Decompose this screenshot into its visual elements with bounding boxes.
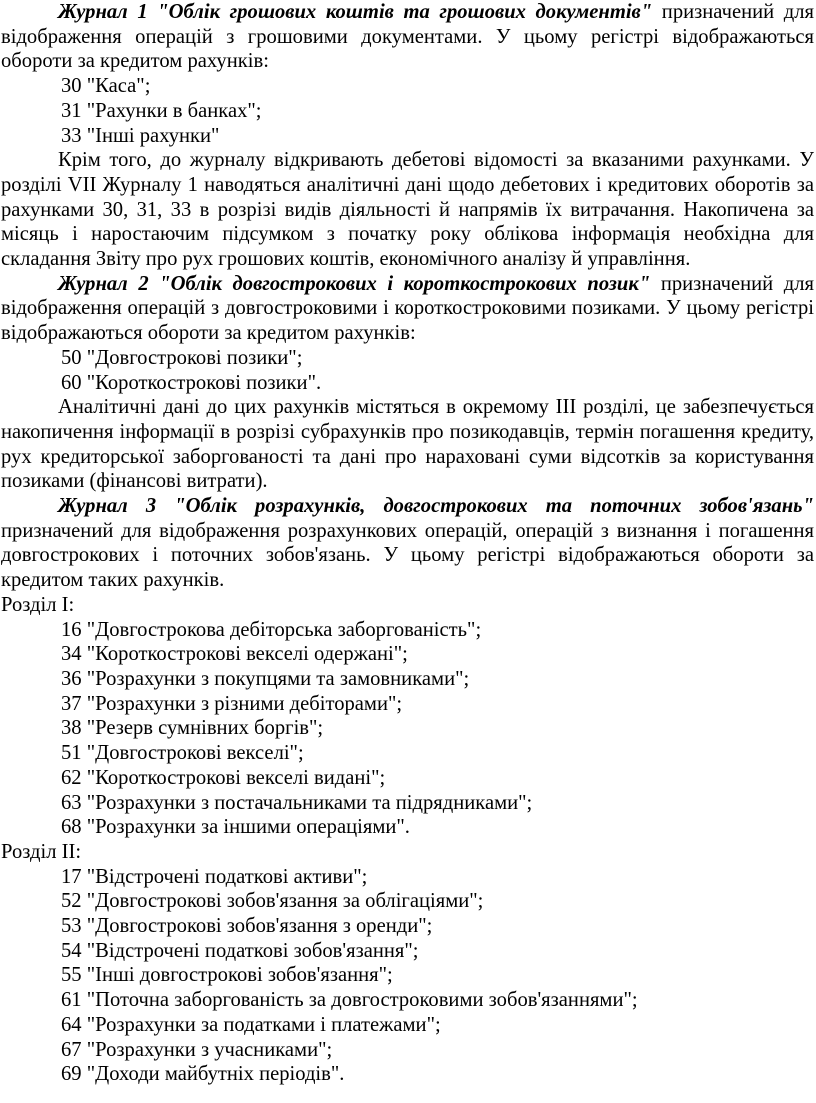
list-item: 55 "Інші довгострокові зобов'язання"; (61, 964, 393, 987)
list-item: 17 "Відстрочені податкові активи"; (61, 865, 368, 888)
journal1-description: Крім того, до журналу відкривають дебетові відомості за вказаними рахунками. У розділі VII Журналу 1 наводяться аналітичні дані щодо дебетових і кредитових оборотів за рахунками 30, 31, 33 в розрізі видів діяльності й напрямів їх витрачання. Накопичена за місяць і наростаючим підсумком з початку року облікова інформація необхідна для складання Звіту про рух грошових коштів, економічного аналізу й управління. (1, 149, 814, 271)
list-item: 53 "Довгострокові зобов'язання з оренди"; (61, 915, 433, 938)
list-item: 62 "Короткострокові векселі видані"; (61, 766, 386, 789)
list-item: 33 "Інші рахунки" (61, 124, 220, 147)
journal3-section1-account-list (1, 618, 814, 840)
list-item: 63 "Розрахунки з постачальниками та підрядниками"; (61, 791, 533, 814)
journal3-section1-heading: Розділ І: (1, 593, 75, 616)
journal1-intro-paragraph (1, 0, 814, 74)
journal2-account-list (1, 346, 814, 395)
list-item: 67 "Розрахунки з учасниками"; (61, 1038, 333, 1061)
journal2-title: Журнал 2 "Облік довгострокових і короткострокових позик" (58, 272, 651, 295)
journal3-intro: призначений для відображення розрахункових операцій, операцій з визнання і погашення довгострокових і поточних зобов'язань. У цьому регістрі відображаються обороти за кредитом таких рахунків. (1, 519, 814, 592)
journal3-title: Журнал 3 "Облік розрахунків, довгострокових та поточних зобов'язань" (58, 495, 814, 518)
list-item: 60 "Короткострокові позики". (61, 371, 322, 394)
journal1-intro: призначений для відображення операцій з грошовими документами. У цьому регістрі відображаються обороти за кредитом рахунків: (1, 1, 814, 73)
list-item: 50 "Довгострокові позики"; (61, 346, 303, 369)
list-item: 51 "Довгострокові векселі"; (61, 742, 304, 765)
journal1-title: Журнал 1 "Облік грошових коштів та грошових документів" (58, 1, 653, 23)
list-item: 16 "Довгострокова дебіторська заборгованість"; (61, 618, 482, 641)
list-item: 34 "Короткострокові векселі одержані"; (61, 643, 408, 666)
journal3-section2-account-list (1, 865, 814, 1087)
journal1-account-list (1, 74, 814, 148)
journal3-section2-heading: Розділ ІІ: (1, 840, 82, 863)
list-item: 54 "Відстрочені податкові зобов'язання"; (61, 939, 419, 962)
list-item: 68 "Розрахунки за іншими операціями". (61, 816, 410, 839)
list-item: 64 "Розрахунки за податками і платежами"; (61, 1013, 441, 1036)
list-item: 61 "Поточна заборгованість за довгостроковими зобов'язаннями"; (61, 989, 638, 1012)
journal2-description: Аналітичні дані до цих рахунків містяться в окремому III розділі, це забезпечується накопичення інформації в розрізі субрахунків про позикодавців, термін погашення кредиту, рух кредиторської заборгованості та дані про нараховані суми відсотків за користування позиками (фінансові витрати). (1, 396, 814, 493)
list-item: 38 "Резерв сумнівних боргів"; (61, 717, 324, 740)
journal3-intro-paragraph (1, 494, 814, 593)
list-item: 37 "Розрахунки з різними дебіторами"; (61, 692, 403, 715)
list-item: 36 "Розрахунки з покупцями та замовниками"; (61, 667, 470, 690)
list-item: 69 "Доходи майбутніх періодів". (61, 1063, 345, 1086)
journal2-intro-paragraph (1, 272, 814, 346)
list-item: 30 "Каса"; (61, 75, 151, 98)
journal2-intro: призначений для відображення операцій з довгостроковими і короткостроковими позиками. У цьому регістрі відображаються обороти за кредитом рахунків: (1, 272, 814, 345)
list-item: 52 "Довгострокові зобов'язання за облігаціями"; (61, 890, 484, 913)
list-item: 31 "Рахунки в банках"; (61, 99, 262, 122)
